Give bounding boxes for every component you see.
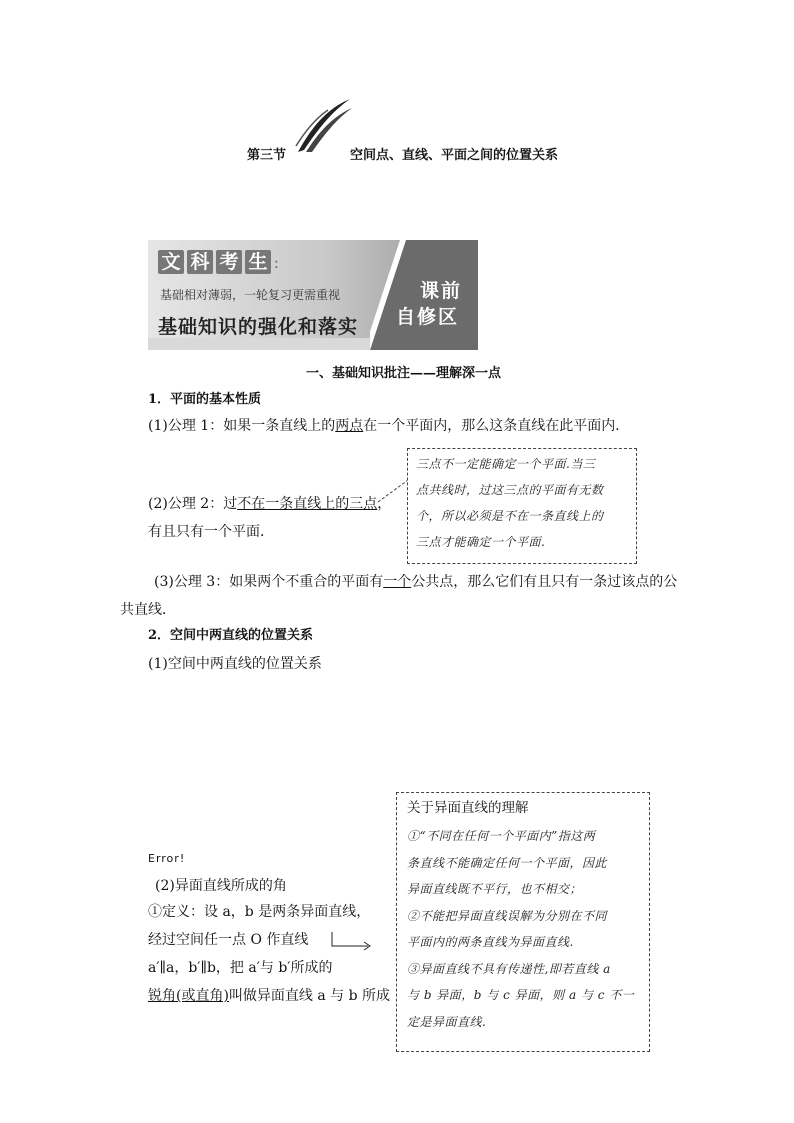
axiom3-emph: 一个	[383, 574, 412, 590]
banner-tag	[158, 250, 279, 274]
def-line3: a′∥a，b′∥b，把 a′与 b′所成的	[148, 960, 333, 976]
axiom2-line2: 有且只有一个平面．	[148, 524, 274, 540]
note2-line: 异面直线既不平行，也不相交；	[407, 882, 583, 896]
axiom1-post: 在一个平面内，那么这条直线在此平面内．	[363, 418, 630, 434]
arrow-icon	[330, 930, 374, 952]
note1-line: 点共线时，过这三点的平面有无数	[416, 483, 604, 497]
note1-line: 个，所以必须是不在一条直线上的	[416, 509, 604, 523]
intro-banner	[148, 240, 478, 350]
note2-box	[396, 792, 650, 1052]
note2-line: 平面内的两条直线为异面直线.	[407, 935, 574, 949]
section-label: 第三节	[247, 148, 287, 163]
note1-line: 三点才能确定一个平面.	[416, 535, 546, 549]
note2-line: 条直线不能确定任何一个平面，因此	[407, 855, 608, 870]
axiom1-pre: (1)公理 1：如果一条直线上的	[148, 418, 336, 434]
note2-line: ②不能把异面直线误解为分别在不同	[407, 908, 608, 923]
tag-colon: :	[274, 256, 279, 272]
banner-right-line1: 课前	[420, 280, 463, 302]
note2-line: ①“不同在任何一个平面内”指这两	[407, 829, 596, 843]
axiom3-pre: (3)公理 3：如果两个不重合的平面有	[154, 574, 384, 590]
axiom2	[148, 494, 391, 514]
axiom3	[154, 572, 677, 592]
axiom2-emph: 不在一条直线上的三点	[237, 496, 378, 512]
axiom2-pre: (2)公理 2：过	[148, 496, 238, 512]
def-line4-post: 叫做异面直线 a 与 b 所成	[228, 988, 391, 1004]
s2-heading: 2．空间中两直线的位置关系	[148, 628, 314, 643]
s1-heading: 1．平面的基本性质	[148, 392, 262, 407]
tag-char: 考	[216, 250, 242, 274]
note2-line: 与 b 异面，b 与 c 异面，则 a 与 c 不一	[407, 988, 635, 1002]
axiom3-post: 公共点，那么它们有且只有一条过该点的公	[411, 574, 678, 590]
def-line4	[148, 986, 390, 1006]
banner-subtitle: 基础相对薄弱，一轮复习更需重视	[160, 288, 341, 302]
note1-box	[407, 448, 637, 564]
def-line4-emph: 锐角(或直角)	[148, 988, 229, 1004]
def-line2: 经过空间任一点 O 作直线	[148, 932, 309, 948]
banner-right-line2: 自修区	[396, 306, 460, 328]
s2-sub2: (2)异面直线所成的角	[155, 878, 287, 894]
error-text: Error!	[148, 852, 186, 865]
tag-char: 科	[187, 250, 213, 274]
note2-body	[407, 823, 634, 1035]
note2-line: 定是异面直线.	[407, 1014, 487, 1029]
s2-sub1: (1)空间中两直线的位置关系	[148, 656, 322, 672]
axiom1	[148, 416, 629, 436]
def-line1: ①定义：设 a，b 是两条异面直线，	[148, 904, 371, 920]
axiom3-line2: 共直线．	[120, 602, 176, 618]
note1-connector	[376, 476, 410, 506]
tag-char: 文	[158, 250, 184, 274]
chapter-title: 空间点、直线、平面之间的位置关系	[350, 148, 559, 163]
note2-title: 关于异面直线的理解	[407, 800, 529, 816]
note1-line: 三点不一定能确定一个平面.当三	[416, 457, 596, 471]
banner-main-title: 基础知识的强化和落实	[158, 316, 359, 338]
swoosh-logo-icon	[294, 96, 354, 156]
note1-body	[408, 449, 636, 557]
axiom2-post: ，	[377, 496, 392, 512]
section-heading: 一、基础知识批注——理解深一点	[306, 366, 502, 381]
axiom1-emph: 两点	[335, 418, 364, 434]
note2-line: ③异面直线不具有传递性,即若直线 a	[407, 961, 611, 976]
tag-char: 生	[245, 250, 271, 274]
